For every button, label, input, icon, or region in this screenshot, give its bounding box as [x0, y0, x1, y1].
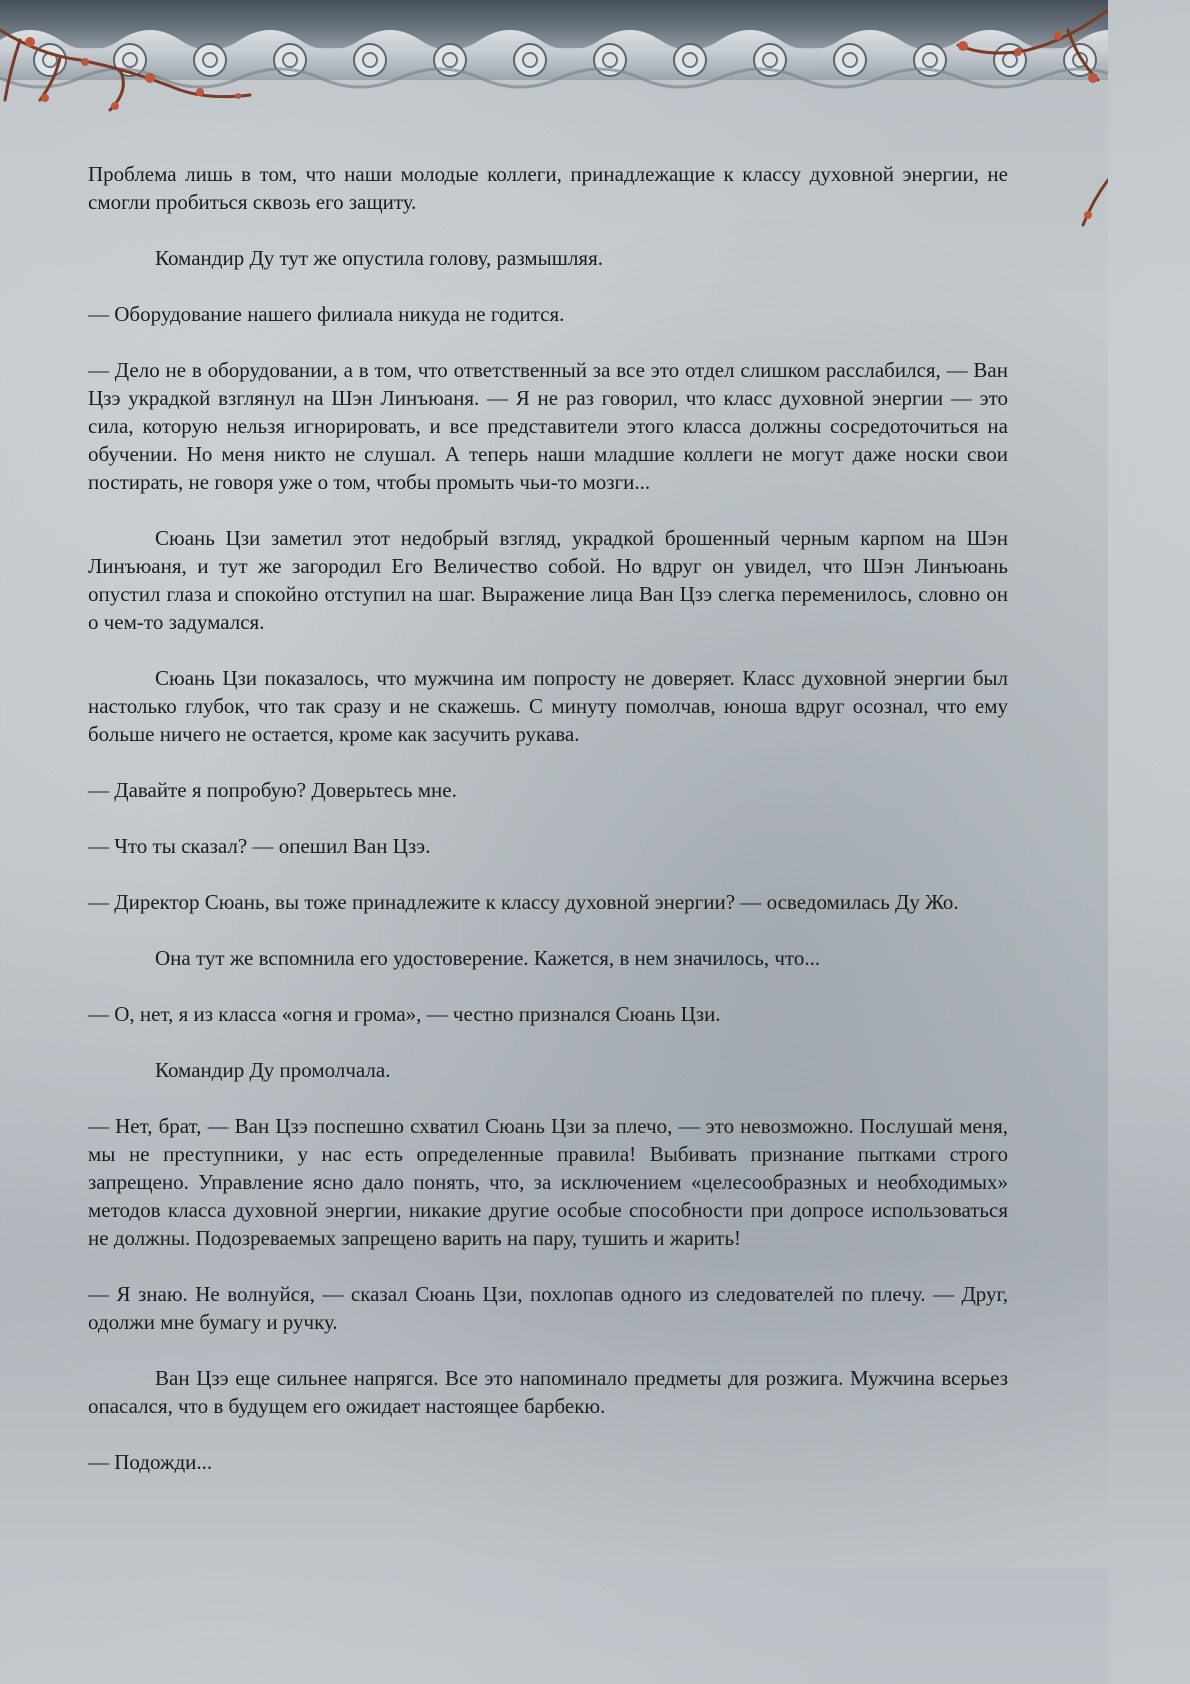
paragraph-16: — Подожди... [88, 1450, 213, 1474]
paragraph-11: — О, нет, я из класса «огня и грома», — честно признался Сюань Цзи. [88, 1002, 721, 1026]
paragraph-2: Командир Ду тут же опустила голову, размышляя. [155, 246, 603, 270]
paragraph-9: — Директор Сюань, вы тоже принадлежите к классу духовной энергии? — осведомилась Ду Жо. [88, 890, 959, 914]
paragraph-3: — Оборудование нашего филиала никуда не годится. [88, 302, 565, 326]
paragraph-4: — Дело не в оборудовании, а в том, что ответственный за все это отдел слишком расслабился, — Ван Цзэ украдкой взглянул на Шэн Линъюаня. — Я не раз говорил, что класс духовной энергии — это сила, которую нельзя игнорировать, и все представители этого класса должны сосредоточиться на обучении. Но меня никто не слушал. А теперь наши младшие коллеги не могут даже носки свои постирать, не говоря уже о том, чтобы промыть чьи-то мозги... [88, 358, 1008, 494]
paragraph-10: Она тут же вспомнила его удостоверение. Кажется, в нем значилось, что... [155, 946, 821, 970]
paragraph-15: Ван Цзэ еще сильнее напрягся. Все это напоминало предметы для розжига. Мужчина всерьез опасался, что в будущем его ожидает настоящее барбекю. [88, 1366, 1008, 1418]
story-text [88, 160, 1008, 1504]
paragraph-12: Командир Ду промолчала. [155, 1058, 391, 1082]
paragraph-6: Сюань Цзи показалось, что мужчина им попросту не доверяет. Класс духовной энергии был настолько глубок, что так сразу и не скажешь. С минуту помолчав, юноша вдруг осознал, что ему больше ничего не остается, кроме как засучить рукава. [88, 666, 1008, 746]
paragraph-14: — Я знаю. Не волнуйся, — сказал Сюань Цзи, похлопав одного из следователей по плечу. — Друг, одолжи мне бумагу и ручку. [88, 1282, 1008, 1334]
paragraph-5: Сюань Цзи заметил этот недобрый взгляд, украдкой брошенный черным карпом на Шэн Линъюаня, и тут же загородил Его Величество собой. Но вдруг он увидел, что Шэн Линъюань опустил глаза и спокойно отступил на шаг. Выражение лица Ван Цзэ слегка переменилось, словно он о чем-то задумался. [88, 526, 1008, 634]
plum-branch-left-decoration [0, 0, 260, 120]
paragraph-13: — Нет, брат, — Ван Цзэ поспешно схватил Сюань Цзи за плечо, — это невозможно. Послушай меня, мы не преступники, у нас есть определенные правила! Выбивать признание пытками строго запрещено. Управление ясно дало понять, что, за исключением «целесообразных и необходимых» методов класса духовной энергии, никакие другие особые способности при допросе использоваться не должны. Подозреваемых запрещено варить на пару, тушить и жарить! [88, 1114, 1008, 1250]
paragraph-8: — Что ты сказал? — опешил Ван Цзэ. [88, 834, 431, 858]
paragraph-1: Проблема лишь в том, что наши молодые коллеги, принадлежащие к классу духовной энергии, не смогли пробиться сквозь его защиту. [88, 162, 1008, 214]
paragraph-7: — Давайте я попробую? Доверьтесь мне. [88, 778, 457, 802]
